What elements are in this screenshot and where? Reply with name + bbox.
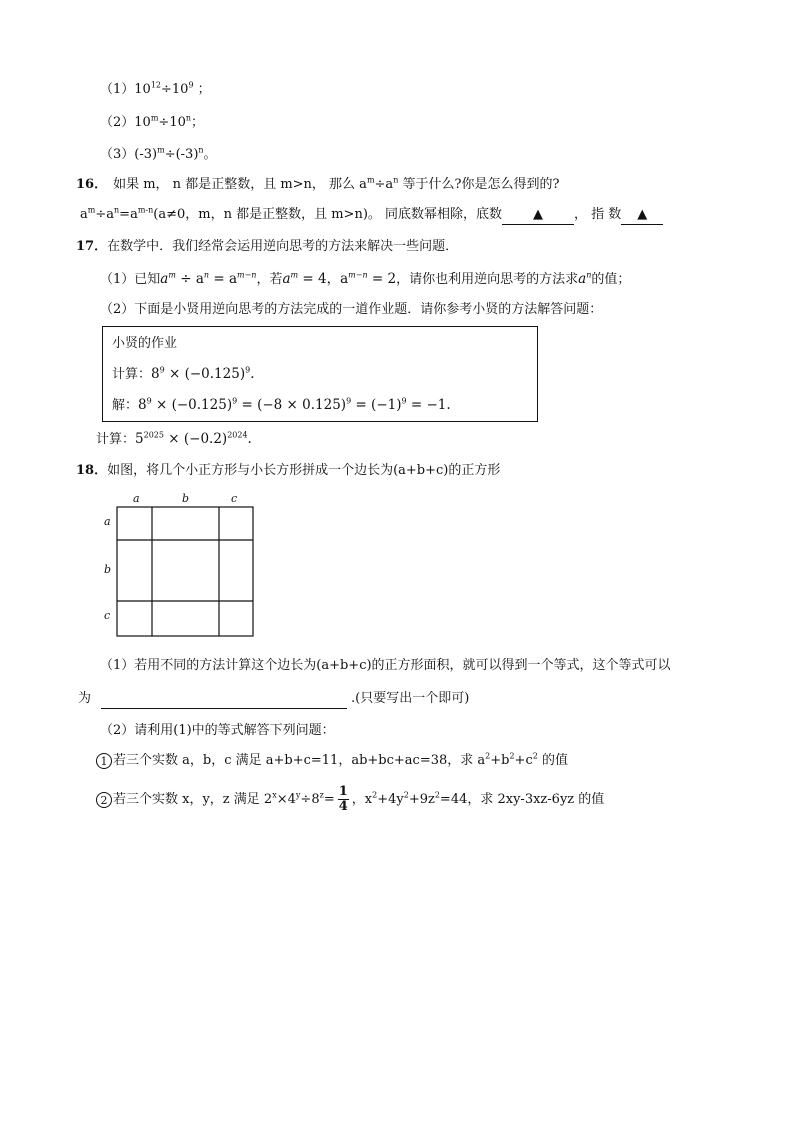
formula: . (250, 366, 255, 382)
expr: ÷(-3) (164, 147, 199, 162)
formula: × (−0.125) (164, 366, 246, 382)
question-text: ，x (351, 792, 373, 807)
solution-label: 解： (112, 398, 139, 413)
part-label: （1）已知 (100, 272, 161, 287)
figure-label-top-c: c (231, 492, 238, 505)
formula: × (−0.125) (151, 397, 233, 413)
answer-text: (a≠0，m，n 都是正整数，且 m>n)。 同底数幂相除，底数 (153, 207, 503, 222)
formula: ÷ a (175, 271, 204, 287)
formula: = (−8 × 0.125) (237, 397, 347, 413)
exponent: 12 (150, 80, 162, 90)
question-text: 为 (78, 691, 92, 706)
formula: = 4，a (298, 271, 349, 287)
question-number: 16． (76, 177, 108, 192)
exponent: 2 (485, 751, 491, 761)
formula: = (−1) (351, 397, 402, 413)
exponent: 9 (146, 396, 152, 406)
answer-blank[interactable] (101, 690, 347, 709)
formula: = −1. (406, 397, 451, 413)
circled-number-1: 1 (96, 753, 112, 769)
exponent: m (366, 175, 375, 185)
formula: 8 (151, 366, 160, 382)
punct: ； (191, 115, 205, 130)
question-text: 若三个实数 a，b，c 满足 a+b+c=11，ab+bc+ac=38，求 a (113, 753, 486, 768)
expr: (-3) (134, 147, 158, 162)
exponent: m (168, 270, 176, 280)
expr: 10 (134, 82, 151, 97)
figure-label-side-b: b (104, 563, 112, 576)
fraction (338, 785, 349, 814)
fraction-denominator: 4 (338, 799, 348, 814)
question-text: 的值； (591, 272, 631, 287)
q18-sub2 (96, 784, 604, 816)
fill-blank[interactable]: ▲ (621, 206, 663, 225)
exponent: n (586, 270, 592, 280)
question-text: 等于什么?你是怎么得到的? (398, 177, 560, 192)
formula: a (578, 271, 587, 287)
figure-label-top-b: b (182, 492, 190, 505)
exponent: 2 (509, 751, 515, 761)
question-text: ÷a (374, 177, 394, 192)
figure-label-side-a: a (104, 515, 111, 528)
exponent: z (319, 790, 324, 800)
question-text: （2）请利用(1)中的等式解答下列问题： (100, 723, 335, 738)
question-text: 在数学中．我们经常会运用逆向思考的方法来解决一些问题． (107, 239, 459, 254)
formula: = a (209, 271, 237, 287)
question-text: = (323, 792, 335, 807)
part-label: （3） (100, 147, 135, 162)
exponent: x (272, 790, 277, 800)
question-text: 如果 m， n 都是正整数，且 m>n， 那么 a (113, 177, 367, 192)
exponent: 2 (403, 790, 409, 800)
question-text: ÷8 (300, 792, 320, 807)
exponent: 9 (346, 396, 352, 406)
exponent: n (198, 145, 204, 155)
exponent: n (185, 113, 192, 123)
question-text: +c (514, 753, 533, 768)
part-label: （1） (100, 82, 135, 97)
outer-square (117, 507, 253, 636)
exponent: m−n (237, 270, 257, 280)
question-number: 18． (76, 463, 108, 478)
exponent: m−n (348, 270, 368, 280)
question-text: （2）下面是小贤用逆向思考的方法完成的一道作业题．请你参考小贤的方法解答问题： (100, 302, 603, 317)
exponent: m (157, 145, 165, 155)
answer-text: ÷a (95, 207, 115, 222)
question-text: +9z (408, 792, 435, 807)
exponent: 9 (232, 396, 238, 406)
exponent: 2 (372, 790, 378, 800)
question-text: 若三个实数 x，y，z 满足 2 (113, 792, 273, 807)
q18-part2 (100, 722, 335, 740)
exponent: y (295, 790, 301, 800)
answer-text: a (80, 207, 88, 222)
expr: ÷10 (158, 115, 186, 130)
question-number: 17． (76, 239, 108, 254)
formula: a (282, 271, 291, 287)
question-text: +4y (377, 792, 404, 807)
exponent: n (114, 205, 120, 215)
exponent: m (87, 205, 96, 215)
exponent: 2 (434, 790, 440, 800)
question-text: 如图，将几个小正方形与小长方形拼成一个边长为(a+b+c)的正方形 (107, 463, 501, 478)
expr: ÷10 (161, 82, 189, 97)
formula: 5 (135, 431, 144, 447)
exponent: m (150, 113, 159, 123)
q18-sub1 (96, 752, 568, 770)
exponent: 9 (245, 365, 251, 375)
exponent: n (203, 270, 210, 280)
q18-part1-line1 (100, 657, 671, 675)
question-text: ×4 (276, 792, 296, 807)
question-text: ，若 (256, 272, 283, 287)
circled-number-2: 2 (96, 792, 112, 808)
exponent: 2 (532, 751, 538, 761)
exponent: m-n (137, 205, 154, 215)
exponent: 2024 (227, 430, 248, 440)
expr: 10 (134, 115, 151, 130)
question-text: （1）若用不同的方法计算这个边长为(a+b+c)的正方形面积，就可以得到一个等式，这个等式可以 (100, 658, 671, 673)
exponent: 9 (188, 80, 194, 90)
figure-label-side-c: c (104, 609, 111, 622)
formula: × (−0.2) (163, 431, 228, 447)
exponent: 9 (159, 365, 165, 375)
exponent: 2025 (143, 430, 164, 440)
question-text: ，请你也利用逆向思考的方法求 (396, 272, 579, 287)
exponent: 9 (401, 396, 407, 406)
formula: . (247, 431, 252, 447)
punct: ； (193, 82, 211, 97)
fill-blank[interactable]: ▲ (502, 206, 574, 225)
q18-part1-line2 (78, 690, 469, 709)
answer-text: ， 指 数 (574, 207, 622, 222)
part-label: （2） (100, 115, 135, 130)
fraction-numerator: 1 (338, 784, 348, 799)
question-text: 的值 (537, 753, 568, 768)
example-title-text: 小贤的作业 (112, 336, 178, 351)
question-text: =44，求 2xy-3xz-6yz 的值 (439, 792, 605, 807)
formula: a (160, 271, 169, 287)
formula: = 2 (367, 271, 397, 287)
question-text: +b (490, 753, 510, 768)
punct: 。 (203, 147, 217, 162)
exponent: m (290, 270, 299, 280)
calc-label: 计算： (96, 432, 136, 447)
exponent: n (393, 175, 399, 185)
answer-text: =a (119, 207, 138, 222)
question-text: .(只要写出一个即可) (351, 691, 470, 706)
calc-label: 计算： (112, 367, 152, 382)
figure-label-top-a: a (133, 492, 140, 505)
formula: 8 (138, 397, 147, 413)
